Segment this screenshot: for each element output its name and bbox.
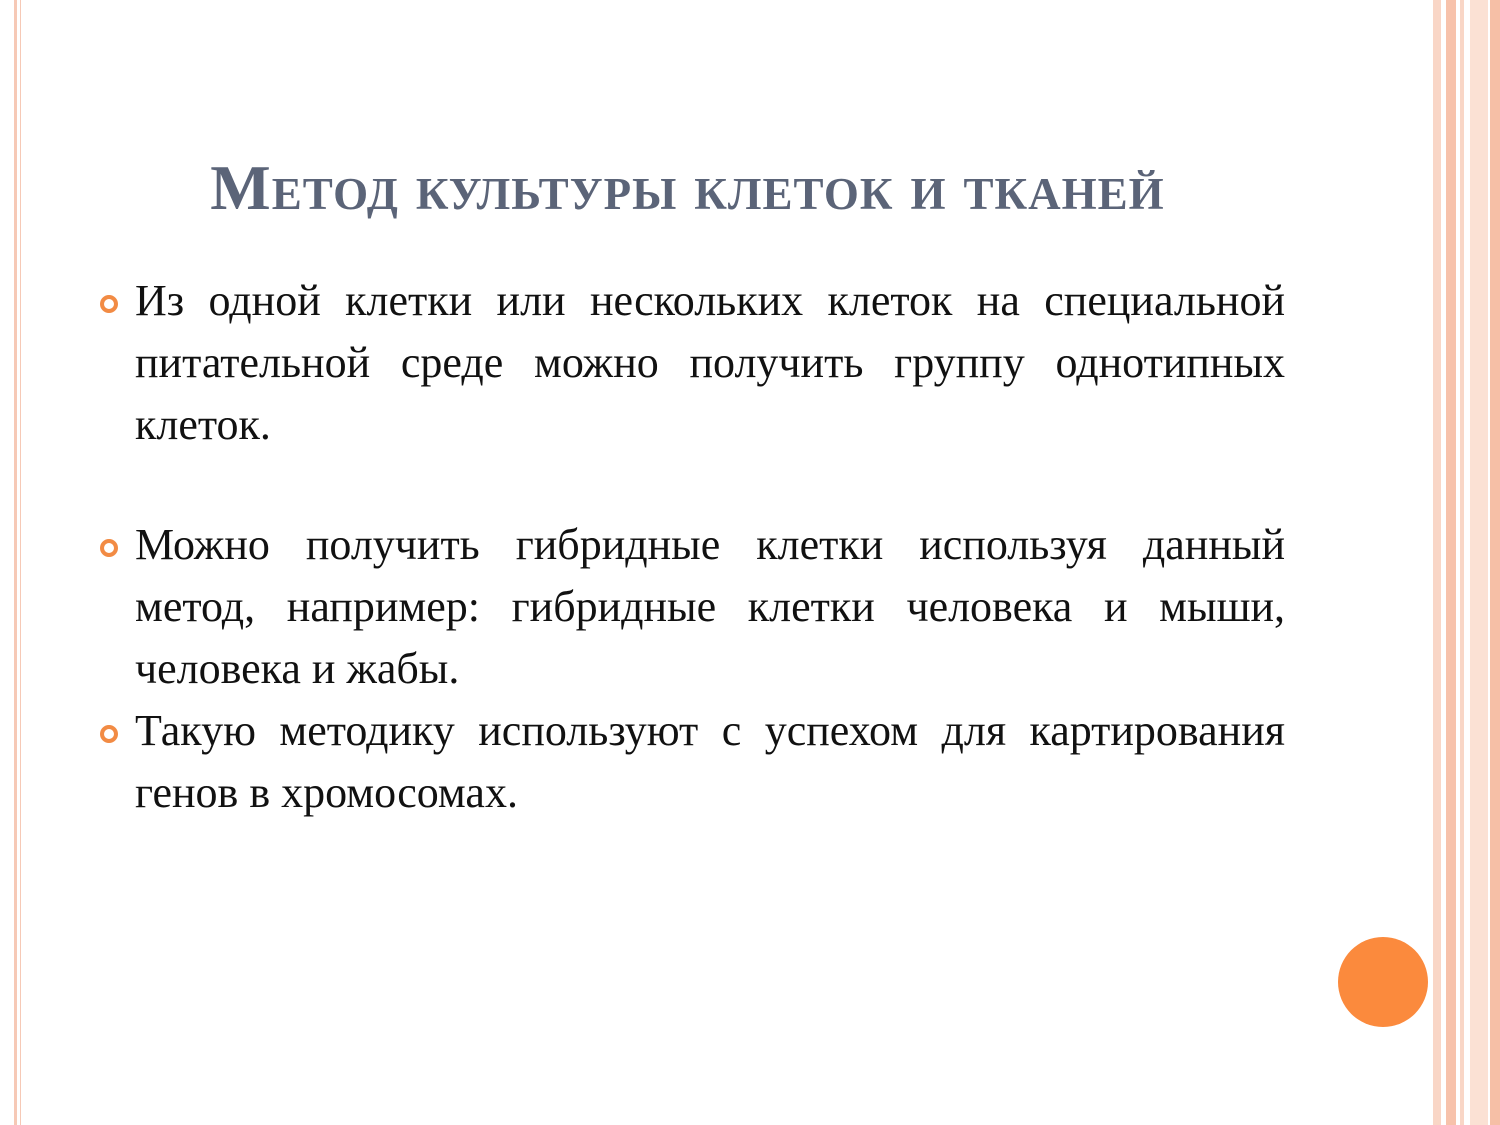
bullet-text: Из одной клетки или нескольких клеток на специальной питательной среде можно получить группу однотипных клеток. [135,276,1285,449]
right-border-band [1446,0,1456,1125]
bullet-list [100,270,1285,824]
right-border-band [1470,0,1488,1125]
right-border-band [1433,0,1441,1125]
bullet-item [100,514,1285,700]
decorative-orange-circle [1338,937,1428,1027]
bullet-item [100,700,1285,824]
bullet-item [100,270,1285,456]
right-border-band [1490,0,1500,1125]
bullet-text: Можно получить гибридные клетки используя данный метод, например: гибридные клетки человека и мыши, человека и жабы. [135,520,1285,693]
ring-bullet-icon [100,725,118,743]
ring-bullet-icon [100,295,118,313]
right-border-band [1460,0,1464,1125]
ring-bullet-icon [100,539,118,557]
bullet-text: Такую методику используют с успехом для картирования генов в хромосомах. [135,706,1285,817]
slide-title: Метод культуры клеток и тканей [210,152,1165,223]
